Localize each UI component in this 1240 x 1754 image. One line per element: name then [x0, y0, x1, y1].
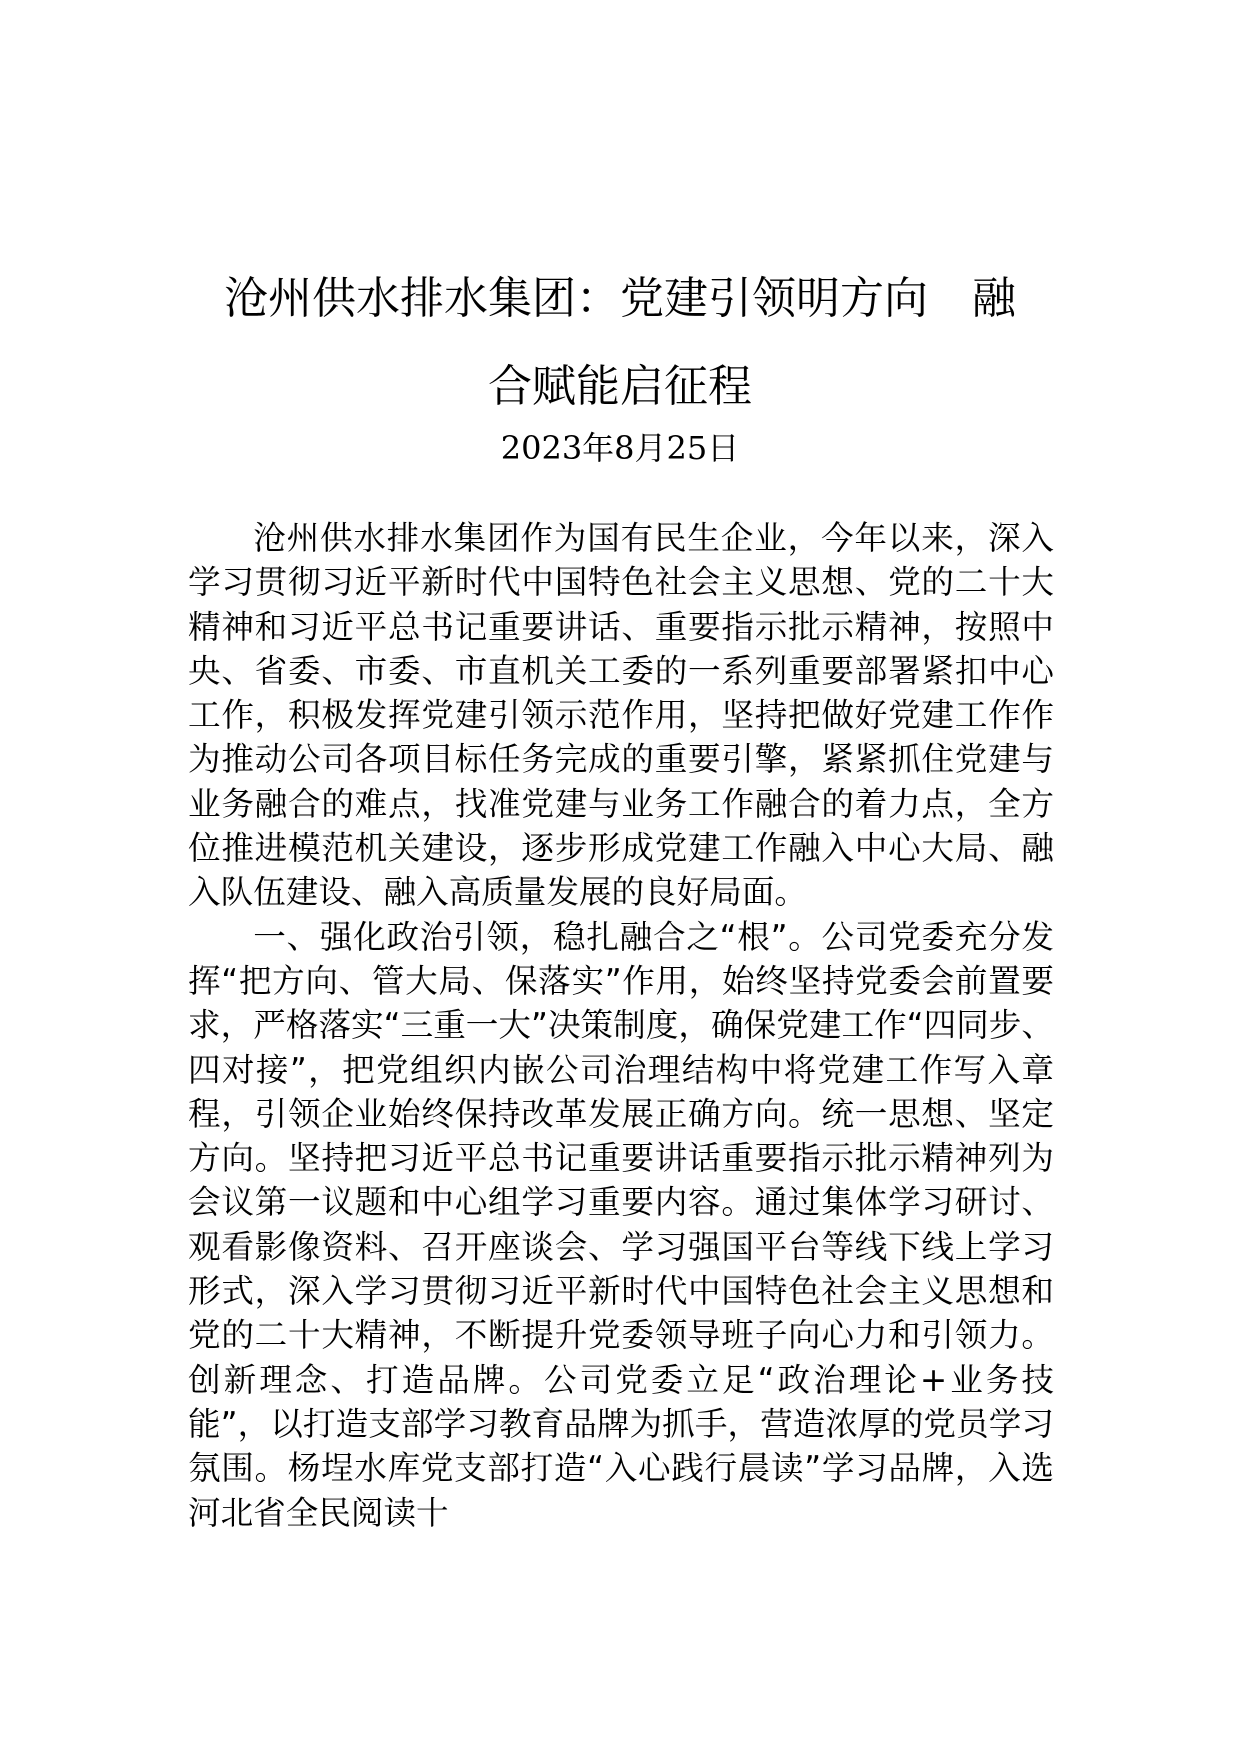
publish-date: 2023年8月25日: [500, 429, 740, 467]
title-line-1: 沧州供水排水集团：党建引领明方向 融: [224, 273, 1016, 324]
document-title: [190, 255, 1050, 431]
title-line-2: 合赋能启征程: [488, 361, 752, 412]
paragraph-intro: 沧州供水排水集团作为国有民生企业，今年以来，深入学习贯彻习近平新时代中国特色社会主义思想、党的二十大精神和习近平总书记重要讲话、重要指示批示精神，按照中央、省委、市委、市直机关工委的一系列重要部署紧扣中心工作，积极发挥党建引领示范作用，坚持把做好党建工作作为推动公司各项目标任务完成的重要引擎，紧紧抓住党建与业务融合的难点，找准党建与业务工作融合的着力点，全方位推进模范机关建设，逐步形成党建工作融入中心大局、融入队伍建设、融入高质量发展的良好局面。: [188, 519, 1054, 912]
paragraph-section-1: 一、强化政治引领，稳扎融合之“根”。公司党委充分发挥“把方向、管大局、保落实”作用，始终坚持党委会前置要求，严格落实“三重一大”决策制度，确保党建工作“四同步、四对接”，把党组织内嵌公司治理结构中将党建工作写入章程，引领企业始终保持改革发展正确方向。统一思想、坚定方向。坚持把习近平总书记重要讲话重要指示批示精神列为会议第一议题和中心组学习重要内容。通过集体学习研讨、观看影像资料、召开座谈会、学习强国平台等线下线上学习形式，深入学习贯彻习近平新时代中国特色社会主义思想和党的二十大精神，不断提升党委领导班子向心力和引领力。创新理念、打造品牌。公司党委立足“政治理论+业务技能”，以打造支部学习教育品牌为抓手，营造浓厚的党员学习氛围。杨埕水库党支部打造“入心践行晨读”学习品牌，入选河北省全民阅读十: [188, 917, 1054, 1532]
article-body: [188, 516, 1054, 1535]
